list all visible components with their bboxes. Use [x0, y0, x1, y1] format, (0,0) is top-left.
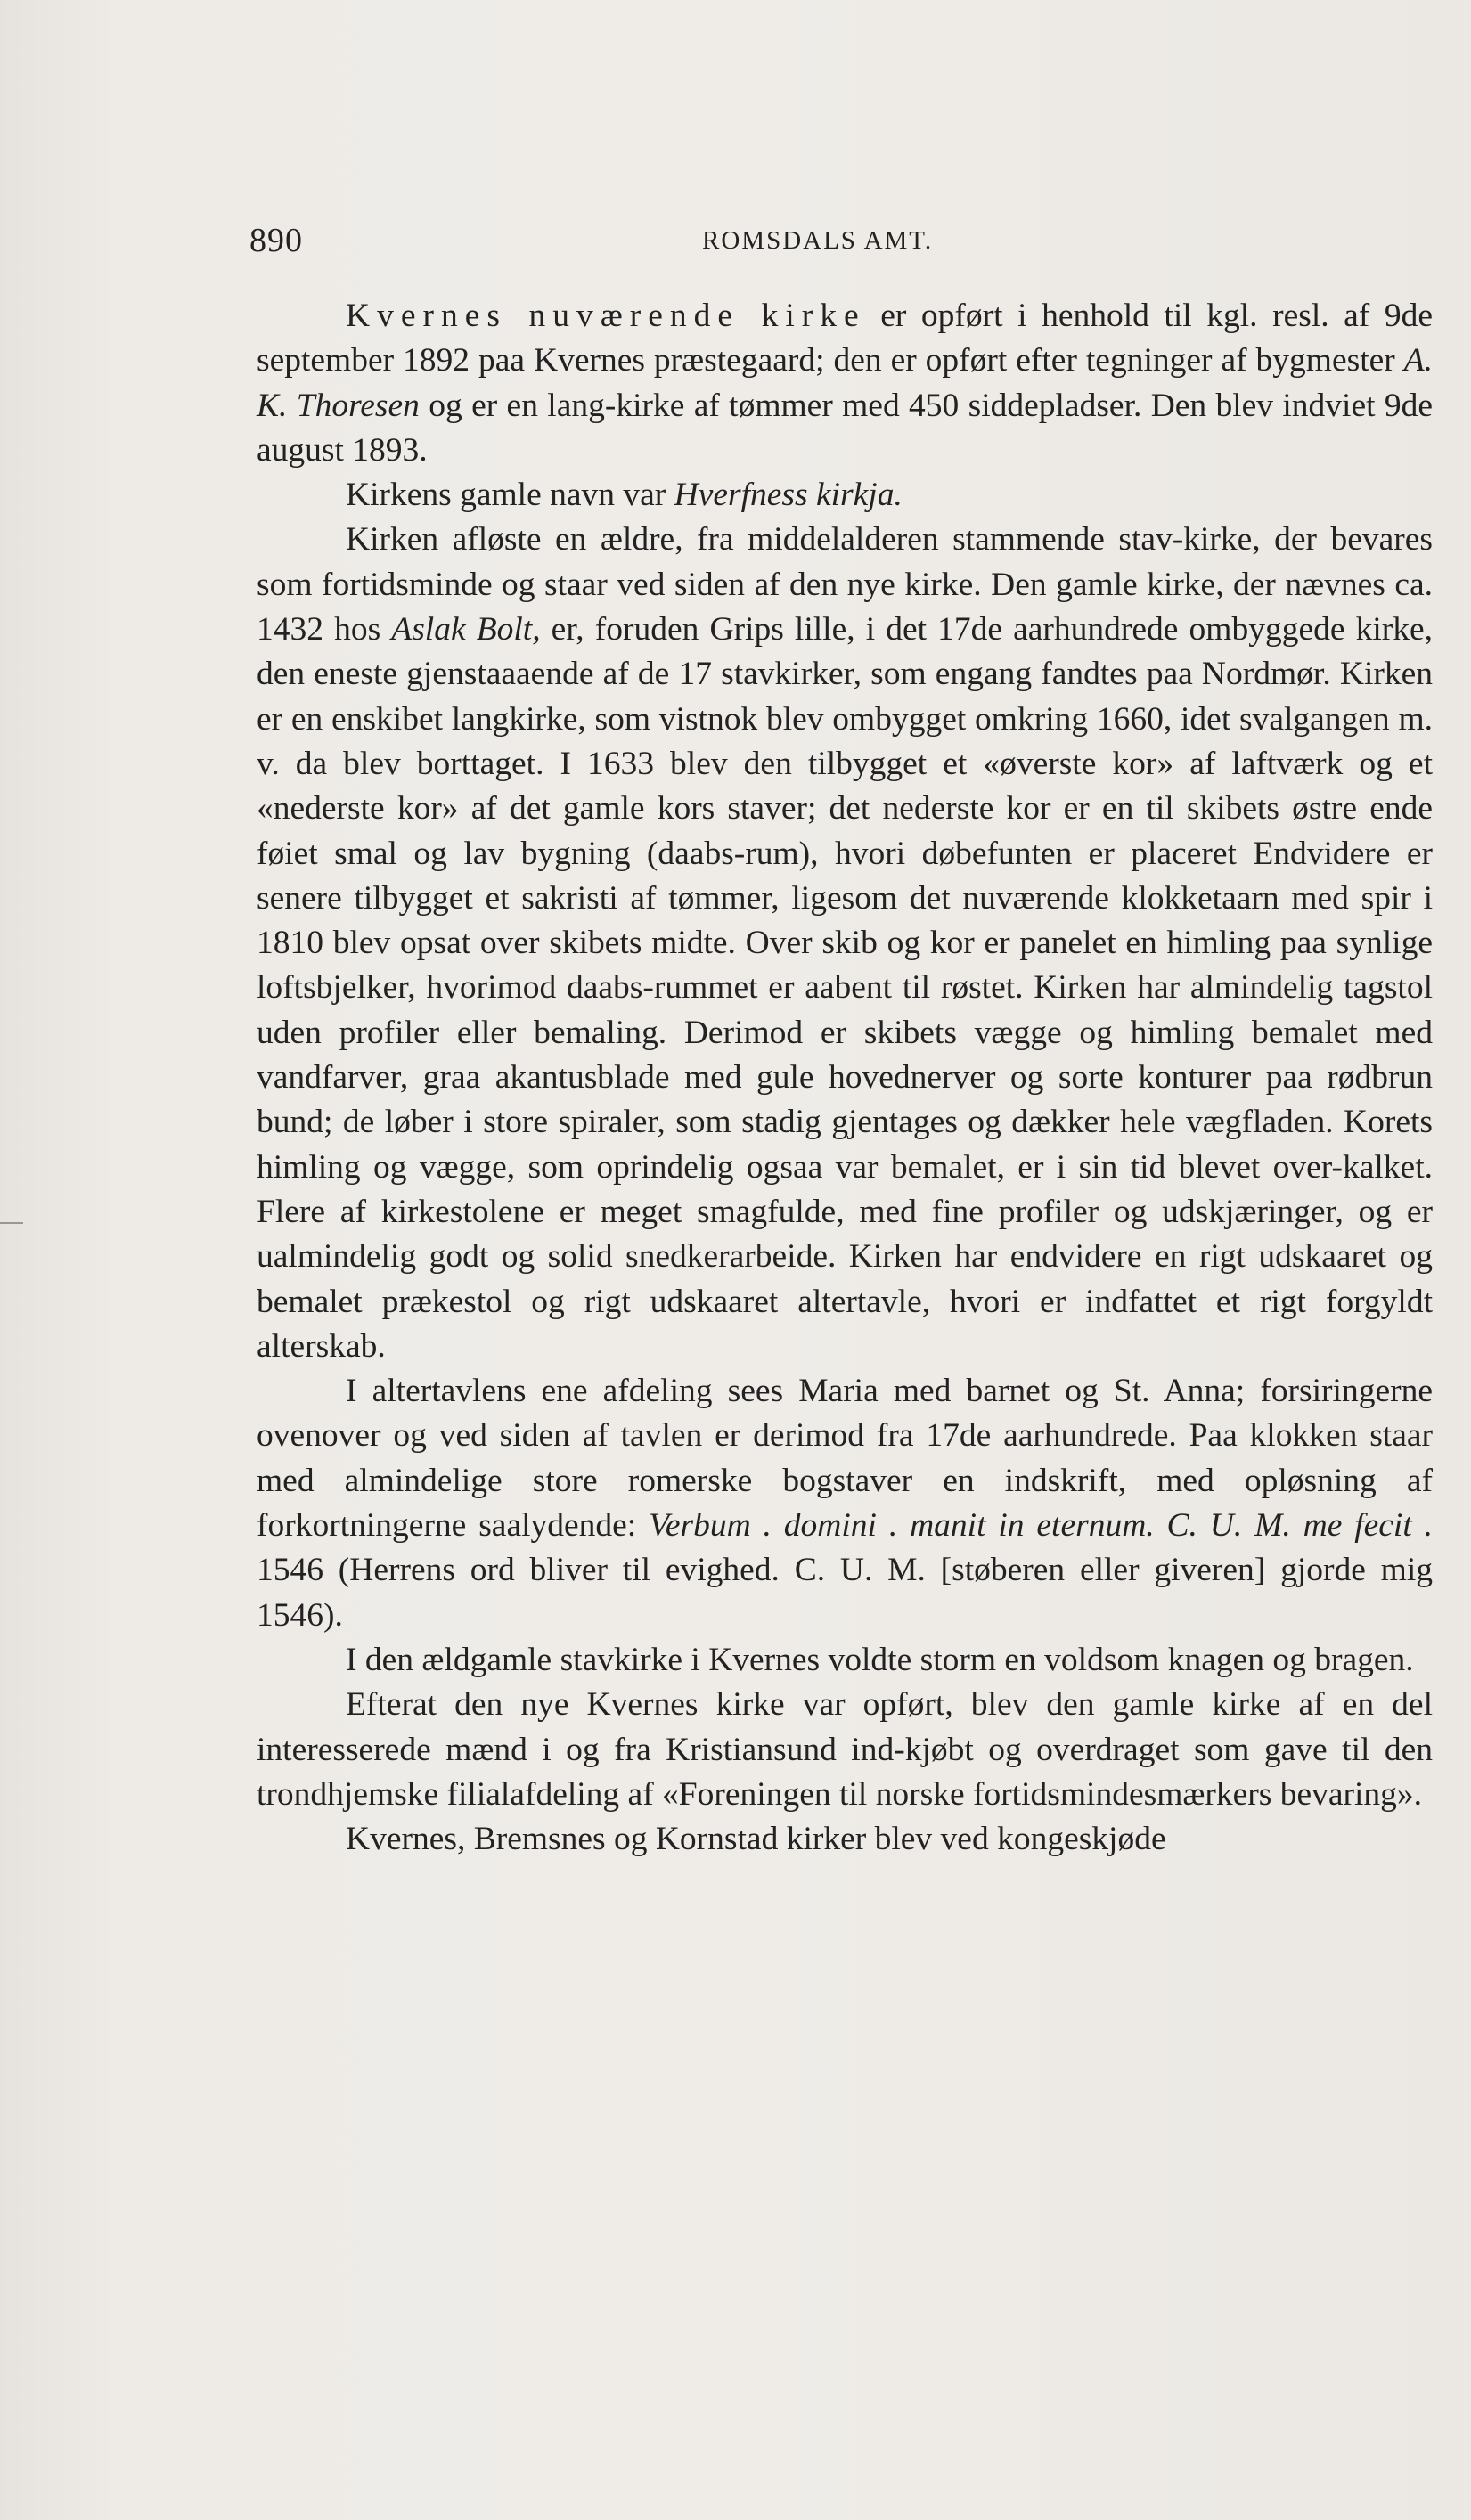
- lead-in: Kvernes nuværende kirke: [346, 298, 866, 334]
- italic-name: Aslak Bolt,: [391, 611, 541, 648]
- paragraph-7: [257, 1817, 1433, 1862]
- paragraph-4: [257, 1369, 1433, 1638]
- paragraph-text: Kvernes, Bremsnes og Kornstad kirker blev ved kongeskjøde: [346, 1821, 1166, 1858]
- paragraph-text: og er en lang-kirke af tømmer med 450 siddepladser. Den blev indviet 9de august 1893.: [257, 387, 1434, 469]
- paragraph-text: Efterat den nye Kvernes kirke var opført, blev den gamle kirke af en del interesserede mænd i og fra Kristiansund ind-kjøbt og overdraget som gave til den trondhjemske filialafdeling af «Foreningen til norske fortidsmindesmærkers bevaring».: [257, 1686, 1433, 1813]
- running-title: ROMSDALS AMT.: [702, 226, 934, 255]
- paragraph-1: [257, 294, 1433, 473]
- paragraph-text: Kirken afløste en ældre, fra middelalderen stammende stav-kirke, der bevares som fortidsminde og staar ved siden af den nye kirke. Den gamle kirke, der nævnes ca. 1432 hos: [257, 521, 1433, 648]
- body-text: [257, 294, 1433, 1862]
- paragraph-text: I altertavlens ene afdeling sees Maria med barnet og St. Anna; forsiringerne ovenover og ved siden af tavlen er derimod fra 17de aarhundrede. Paa klokken staar med almindelige store romerske bogstaver en indskrift, med opløsning af forkortningerne saalydende:: [257, 1373, 1433, 1545]
- italic-inscription: Verbum . domini . manit in eternum. C. U. M. me fecit .: [649, 1507, 1434, 1545]
- page-header: [249, 221, 1408, 274]
- paragraph-text: er opført i henhold til kgl. resl. af 9de september 1892 paa Kvernes præstegaard; den er opført efter tegninger af bygmester: [257, 298, 1433, 379]
- paragraph-2: [257, 473, 1433, 518]
- italic-name: A. K. Thoresen: [257, 342, 1433, 424]
- paragraph-text: I den ældgamle stavkirke i Kvernes voldte storm en voldsom knagen og bragen.: [346, 1641, 1414, 1678]
- page-edge-mark: [0, 1222, 23, 1224]
- paragraph-text: 1546 (Herrens ord bliver til evighed. C. U. M. [støberen eller giveren] gjorde mig 1546).: [257, 1552, 1433, 1634]
- paragraph-text: er, foruden Grips lille, i det 17de aarhundrede ombyggede kirke, den eneste gjenstaaaende af de 17 stavkirker, som engang fandtes paa Nordmør. Kirken er en enskibet langkirke, som vistnok blev ombygget omkring 1660, idet svalgangen m. v. da blev borttaget. I 1633 blev den tilbygget et «øverste kor» af laftværk og et «nederste kor» af det gamle kors staver; det nederste kor er en til skibets østre ende føiet smal og lav bygning (daabs-rum), hvori døbefunten er placeret Endvidere er senere tilbygget et sakristi af tømmer, ligesom det nuværende klokketaarn med spir i 1810 blev opsat over skibets midte. Over skib og kor er panelet en himling paa synlige loftsbjelker, hvorimod daabs-rummet er aabent til røstet. Kirken har almindelig tagstol uden profiler eller bemaling. Derimod er skibets vægge og himling bemalet med vandfarver, graa akantusblade med gule hovednerver og sorte konturer paa rødbrun bund; de løber i store spiraler, som stadig gjentages og dækker hele vægfladen. Korets himling og vægge, som oprindelig ogsaa var bemalet, er i sin tid blevet over-kalket. Flere af kirkestolene er meget smagfulde, med fine profiler og udskjæringer, og er ualmindelig godt og solid snedkerarbeide. Kirken har endvidere en rigt udskaaret og bemalet prækestol og rigt udskaaret altertavle, hvori er indfattet et rigt forgyldt alterskab.: [257, 611, 1434, 1365]
- paragraph-text: Kirkens gamle navn var: [346, 477, 674, 514]
- italic-name: Hverfness kirkja.: [674, 477, 903, 514]
- paragraph-5: [257, 1638, 1433, 1683]
- page-number: 890: [249, 222, 303, 259]
- paragraph-6: [257, 1683, 1433, 1817]
- paragraph-3: [257, 518, 1433, 1369]
